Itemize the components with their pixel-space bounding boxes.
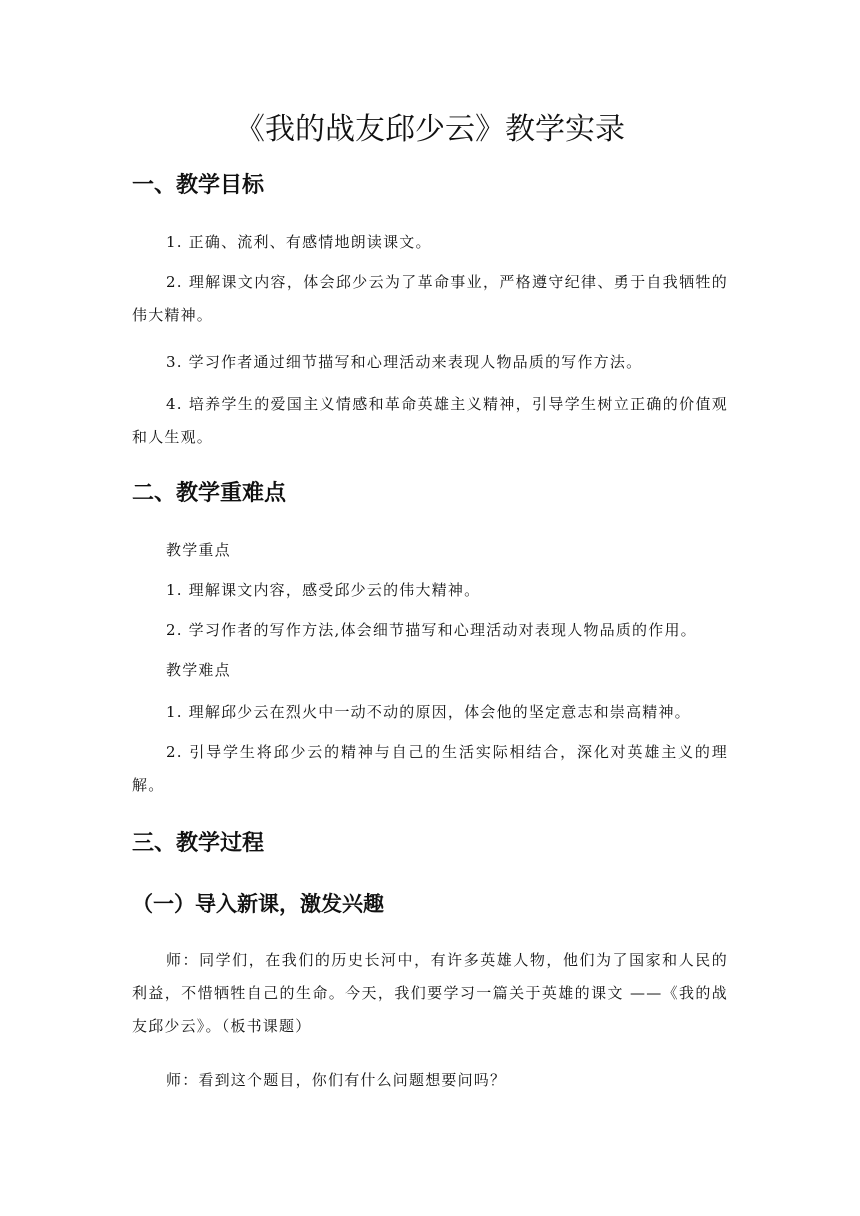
teacher-paragraph-2: 师：看到这个题目，你们有什么问题想要问吗？ bbox=[166, 1071, 507, 1089]
difficulty-item-1: 1. 理解邱少云在烈火中一动不动的原因，体会他的坚定意志和崇高精神。 bbox=[166, 703, 691, 721]
section-heading-objectives: 一、教学目标 bbox=[132, 173, 265, 198]
objective-item-3: 3. 学习作者通过细节描写和心理活动来表现人物品质的写作方法。 bbox=[166, 353, 643, 371]
objective-item-4: 4. 培养学生的爱国主义情感和革命英雄主义精神，引导学生树立正确的价值观和人生观。 bbox=[132, 395, 728, 446]
document-title: 《我的战友邱少云》教学实录 bbox=[235, 112, 625, 147]
focus-item-2: 2. 学习作者的写作方法,体会细节描写和心理活动对表现人物品质的作用。 bbox=[166, 621, 697, 639]
difficulty-item-2: 2. 引导学生将邱少云的精神与自己的生活实际相结合，深化对英雄主义的理解。 bbox=[132, 743, 728, 794]
objective-item-1: 1. 正确、流利、有感情地朗读课文。 bbox=[166, 233, 432, 251]
section-heading-keypoints: 二、教学重难点 bbox=[132, 481, 287, 506]
difficulty-label: 教学难点 bbox=[166, 661, 231, 679]
focus-label: 教学重点 bbox=[166, 541, 231, 559]
subsection-heading-intro: （一）导入新课，激发兴趣 bbox=[132, 891, 384, 916]
objective-item-2: 2. 理解课文内容，体会邱少云为了革命事业，严格遵守纪律、勇于自我牺牲的伟大精神。 bbox=[132, 273, 728, 324]
section-heading-process: 三、教学过程 bbox=[132, 831, 265, 856]
teacher-paragraph-1: 师：同学们，在我们的历史长河中，有许多英雄人物，他们为了国家和人民的利益，不惜牺牲自己的生命。今天，我们要学习一篇关于英雄的课文 ——《我的战友邱少云》。（板书课题） bbox=[132, 951, 728, 1035]
focus-item-1: 1. 理解课文内容，感受邱少云的伟大精神。 bbox=[166, 581, 481, 599]
